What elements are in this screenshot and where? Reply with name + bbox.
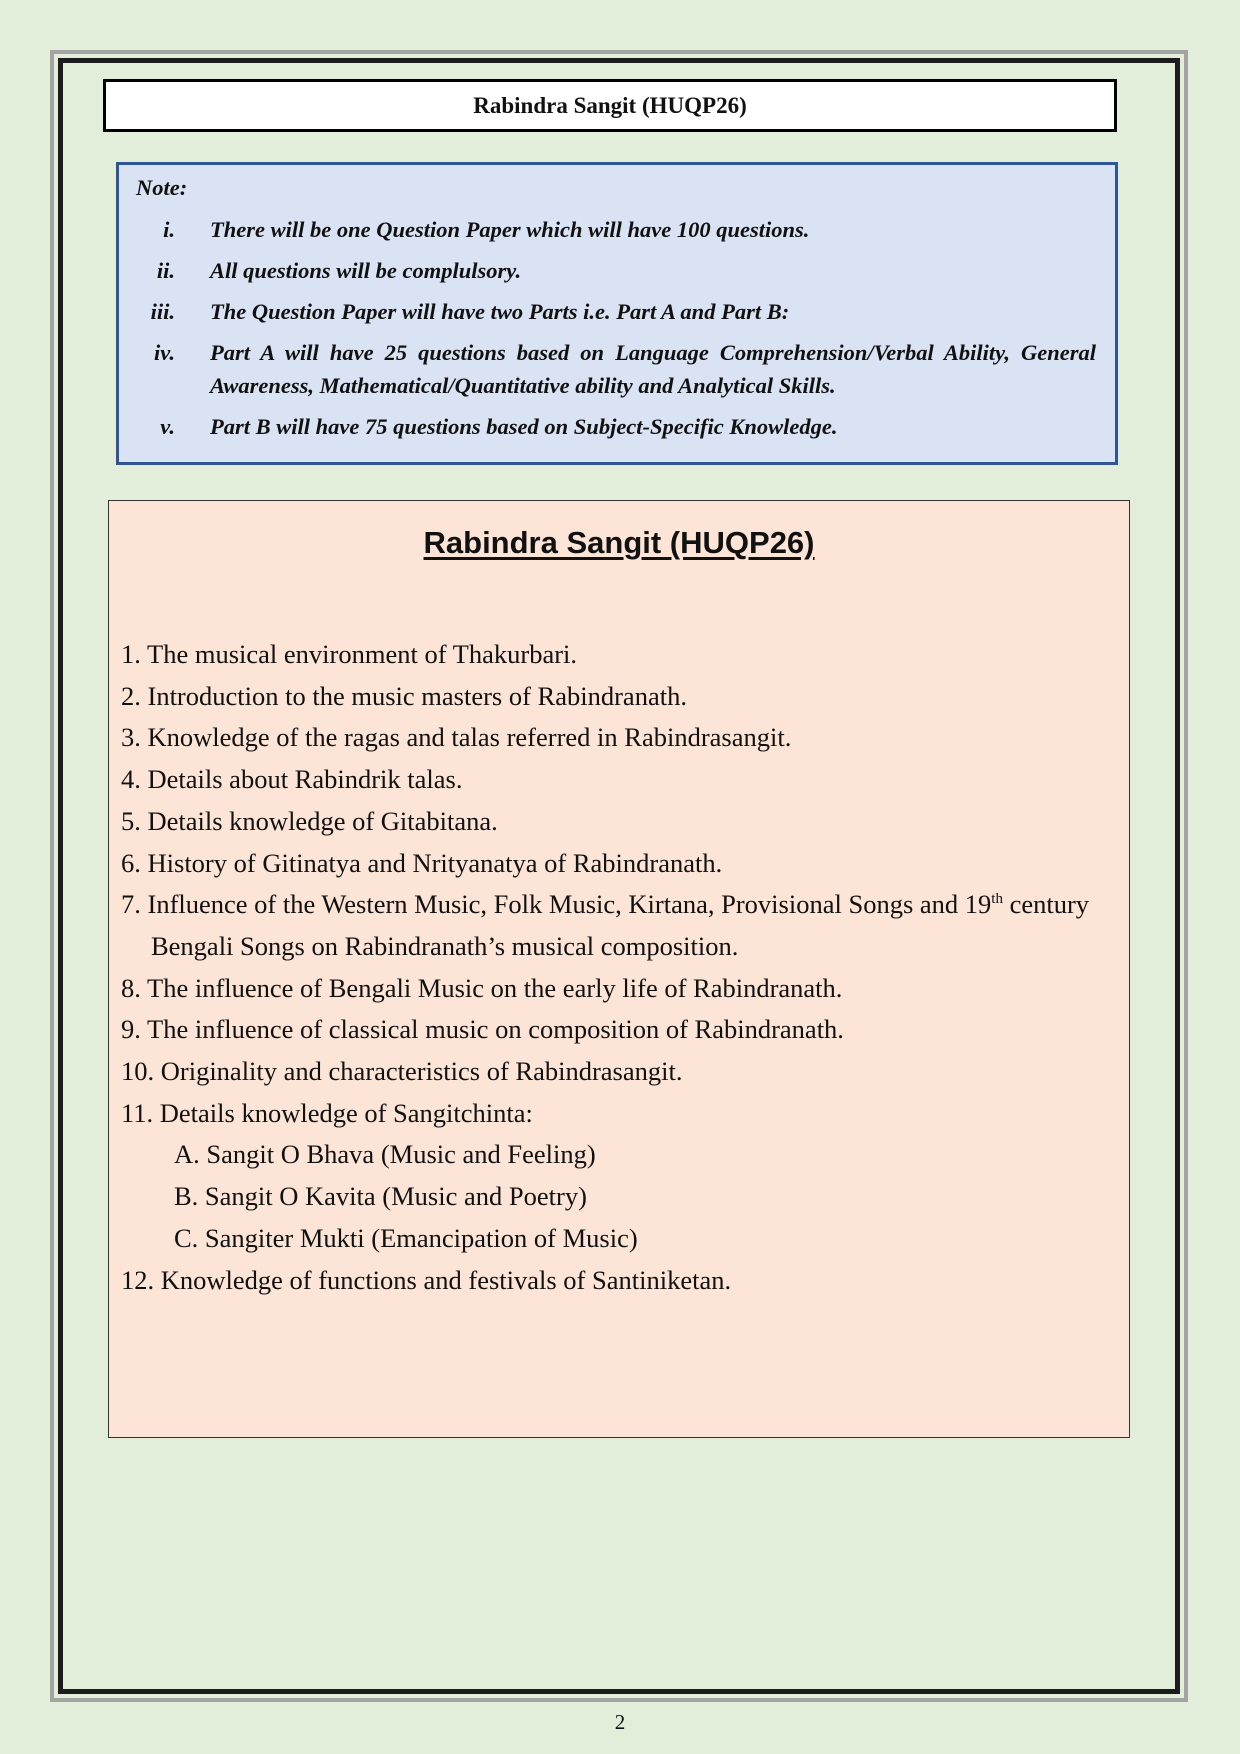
- page-title: Rabindra Sangit (HUQP26): [473, 92, 747, 118]
- note-heading: Note:: [136, 175, 188, 200]
- note-box: [116, 162, 1118, 465]
- syllabus-box: [108, 500, 1130, 1438]
- syllabus-item: 10. Originality and characteristics of Rabindrasangit.: [121, 1056, 683, 1087]
- note-item-number: ii.: [156, 258, 175, 283]
- note-item: [119, 254, 1115, 287]
- syllabus-item: 9. The influence of classical music on composition of Rabindranath.: [121, 1014, 844, 1045]
- note-item-text: There will be one Question Paper which will have 100 questions.: [210, 217, 810, 242]
- page-number: 2: [614, 1710, 626, 1734]
- syllabus-item: 1. The musical environment of Thakurbari.: [121, 639, 578, 669]
- note-item: [119, 336, 1115, 402]
- note-list: [119, 213, 1115, 451]
- syllabus-item: 8. The influence of Bengali Music on the early life of Rabindranath.: [121, 972, 843, 1003]
- syllabus-item: [121, 884, 1109, 967]
- note-item-text: Part B will have 75 questions based on Subject-Specific Knowledge.: [210, 414, 838, 439]
- syllabus-item: 12. Knowledge of functions and festivals of Santiniketan.: [121, 1264, 732, 1295]
- syllabus-subitem: A. Sangit O Bhava (Music and Feeling): [174, 1139, 596, 1170]
- note-item-text: All questions will be complulsory.: [210, 258, 522, 283]
- syllabus-item-text: 7. Influence of the Western Music, Folk Music, Kirtana, Provisional Songs and 19: [121, 889, 992, 920]
- note-item: [119, 410, 1115, 443]
- superscript-suffix: th: [991, 891, 1003, 908]
- syllabus-item: 4. Details about Rabindrik talas.: [121, 764, 463, 795]
- syllabus-item-text: century Bengali Songs on Rabindranath’s musical composition.: [151, 889, 1090, 961]
- syllabus-heading: Rabindra Sangit (HUQP26): [423, 525, 815, 560]
- note-item-number: iii.: [150, 299, 175, 324]
- syllabus-item: 3. Knowledge of the ragas and talas referred in Rabindrasangit.: [121, 722, 792, 753]
- syllabus-item: 6. History of Gitinatya and Nrityanatya of Rabindranath.: [121, 847, 723, 878]
- syllabus-subitem: C. Sangiter Mukti (Emancipation of Music): [174, 1222, 638, 1253]
- syllabus-item: 2. Introduction to the music masters of Rabindranath.: [121, 680, 687, 711]
- note-item-number: i.: [163, 217, 175, 242]
- syllabus-item: 5. Details knowledge of Gitabitana.: [121, 805, 498, 836]
- note-item-number: v.: [160, 414, 175, 439]
- note-item-number: iv.: [153, 340, 175, 365]
- syllabus-item: 11. Details knowledge of Sangitchinta:: [121, 1097, 533, 1128]
- note-item-text: Part A will have 25 questions based on Language Comprehension/Verbal Ability, General Awareness, Mathematical/Quantitative ability and Analytical Skills.: [210, 340, 1096, 398]
- note-item: [119, 295, 1115, 328]
- syllabus-list: [121, 634, 1109, 1301]
- syllabus-subitem: B. Sangit O Kavita (Music and Poetry): [174, 1181, 587, 1212]
- note-item-text: The Question Paper will have two Parts i.e. Part A and Part B:: [210, 299, 790, 324]
- note-item: [119, 213, 1115, 246]
- title-box: [103, 79, 1117, 132]
